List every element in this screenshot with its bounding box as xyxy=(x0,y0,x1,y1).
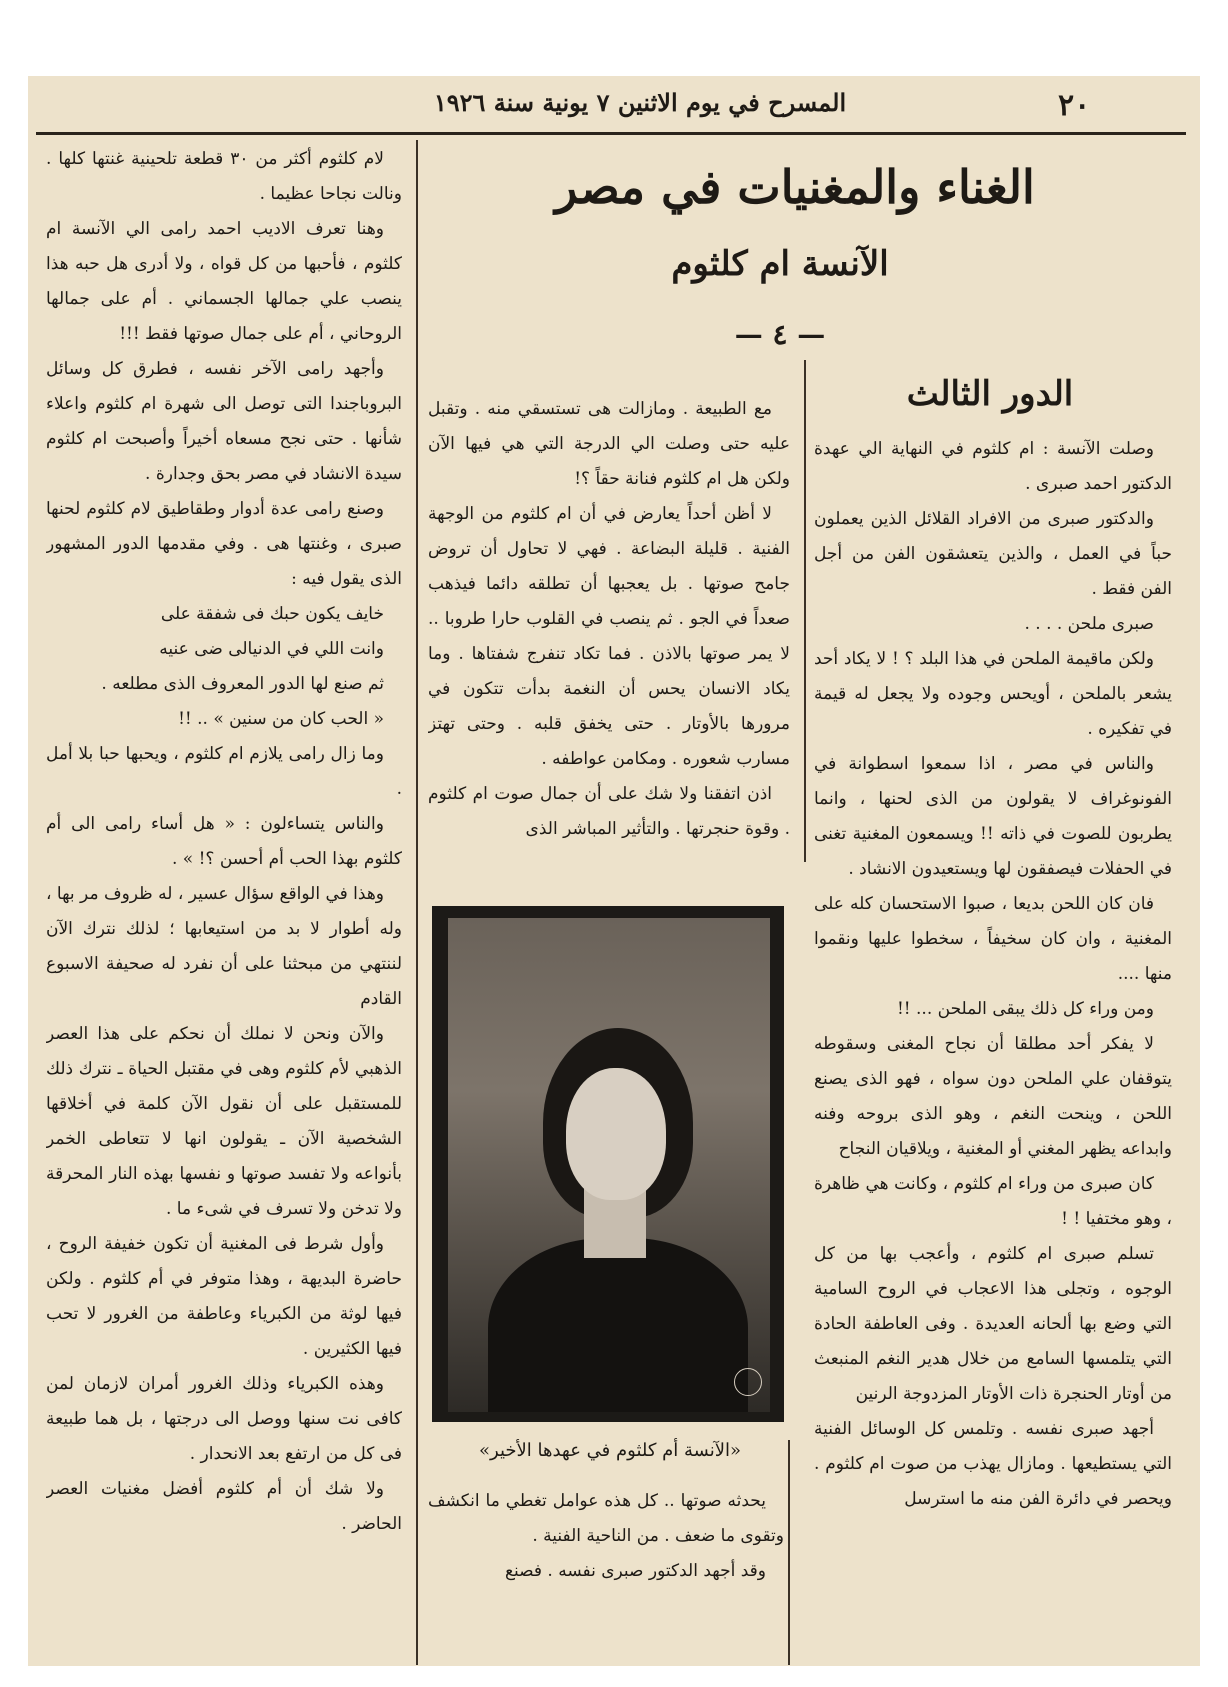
paragraph: صبرى ملحن . . . . xyxy=(1024,614,1154,634)
paragraph: فان كان اللحن بديعا ، صبوا الاستحسان كله على المغنية ، وان كان سخيفاً ، سخطوا عليها ونقموا منها .... xyxy=(814,894,1172,984)
paragraph: لا يفكر أحد مطلقا أن نجاح المغنى وسقوطه يتوقفان علي الملحن دون سواه ، فهو الذى يصنع اللحن ، وينحت النغم ، وهو الذى بروحه وفنه وابداعه يظهر المغني أو المغنية ، ويلاقيان النجاح xyxy=(814,1034,1172,1159)
verse-line: خايف يكون حبك فى شفقة على xyxy=(160,604,384,624)
photo-face xyxy=(566,1068,666,1200)
paragraph: والناس يتساءلون : « هل أساء رامى الى أم كلثوم بهذا الحب أم أحسن ؟! » . xyxy=(46,814,402,869)
paragraph: وما زال رامى يلازم ام كلثوم ، ويحبها حبا بلا أمل . xyxy=(46,744,402,799)
paragraph: وهذه الكبرياء وذلك الغرور أمران لازمان لمن كافى نت سنها ووصل الى درجتها ، بل هما طبيعة فى كل من ارتفع بعد الانحدار . xyxy=(46,1374,402,1464)
page-number: ٢٠ xyxy=(1058,88,1091,123)
column-divider xyxy=(416,140,418,1665)
paragraph: والدكتور صبرى من الافراد القلائل الذين يعملون حباً في العمل ، والذين يتعشقون الفن من أجل الفن فقط . xyxy=(814,509,1172,599)
paragraph: وأجهد رامى الآخر نفسه ، فطرق كل وسائل البروباجندا التى توصل الى شهرة ام كلثوم واعلاء شأنها . حتى نجح مسعاه أخيراً وأصبحت ام كلثوم سيدة الانشاد في مصر بحق وجدارة . xyxy=(46,359,402,484)
paragraph: تسلم صبرى ام كلثوم ، وأعجب بها من كل الوجوه ، وتجلى هذا الاعجاب في الروح السامية التي وضع بها ألحانه العديدة . وفى العاطفة الحادة التي يتلمسها السامع من خلال هدير النغم المنبعث من أوتار الحنجرة ذات الأوتار المزدوجة الرنين xyxy=(814,1244,1172,1404)
paragraph: كان صبرى من وراء ام كلثوم ، وكانت هي ظاهرة ، وهو مختفيا ! ! xyxy=(814,1174,1172,1229)
paragraph: ولكن ماقيمة الملحن في هذا البلد ؟ ! لا يكاد أحد يشعر بالملحن ، أويحس وجوده ولا يجعل له قيمة في تفكيره . xyxy=(814,649,1172,739)
paragraph: لا أظن أحداً يعارض في أن ام كلثوم من الوجهة الفنية . قليلة البضاعة . فهي لا تحاول أن تروض جامح صوتها . بل يعجبها أن تطلقه دائما فيذهب صعداً في الجو . ثم ينصب في القلوب حارا طروبا .. لا يمر صوتها بالاذن . فما تكاد تنفرج شفتاها . وما يكاد الانسان يحس أن النغمة بدأت تتكون في مرورها بالأوتار . حتى يخفق قلبه . وحتى تهتز مسارب شعوره . ومكامن عواطفه . xyxy=(428,504,790,769)
header-divider xyxy=(36,132,1186,135)
left-column xyxy=(46,142,402,1652)
paragraph: ومن وراء كل ذلك يبقى الملحن ... !! xyxy=(896,999,1154,1019)
column-divider xyxy=(788,1440,790,1665)
section-heading: الدور الثالث xyxy=(906,374,1074,414)
paragraph: وقد أجهد الدكتور صبرى نفسه . فصنع xyxy=(504,1561,766,1581)
paragraph: وهنا تعرف الاديب احمد رامى الي الآنسة ام كلثوم ، فأحبها من كل قواه ، ولا أدرى هل حبه هذا ينصب علي جمالها الجسماني . أم على جمالها الروحاني ، أم على جمال صوتها فقط !!! xyxy=(46,219,402,344)
photo-coat xyxy=(488,1238,748,1412)
right-column xyxy=(814,432,1172,1656)
center-column xyxy=(428,392,790,862)
paragraph: والآن ونحن لا نملك أن نحكم على هذا العصر الذهبي لأم كلثوم وهى في مقتبل الحياة ـ نترك ذلك للمستقبل على أن نقول الآن كلمة في أخلاقها الشخصية الآن ـ يقولون انها لا تتعاطى الخمر بأنواعه ولا تفسد صوتها و نفسها بهذه النار المحرقة ولا تدخن ولا تسرف في شىء ما . xyxy=(46,1024,402,1219)
quote-line: « الحب كان من سنين » .. !! xyxy=(178,709,384,729)
center-bottom-column xyxy=(428,1484,784,1656)
paragraph: وأول شرط فى المغنية أن تكون خفيفة الروح ، حاضرة البديهة ، وهذا متوفر في أم كلثوم . ولكن فيها لوثة من الكبرياء وعاطفة من الغرور لا تحب فيها الكثيرين . xyxy=(46,1234,402,1359)
photographer-stamp xyxy=(734,1368,762,1396)
article-subheadline: الآنسة ام كلثوم xyxy=(671,244,889,284)
running-head: المسرح في يوم الاثنين ٧ يونية سنة ١٩٢٦ xyxy=(433,88,847,117)
paragraph: ولا شك أن أم كلثوم أفضل مغنيات العصر الحاضر . xyxy=(46,1479,402,1534)
paragraph: والناس في مصر ، اذا سمعوا اسطوانة في الفونوغراف لا يقولون من الذى لحنها ، وانما يطربون للصوت في ذاته !! ويسمعون المغنية تغنى في الحفلات فيصفقون لها ويستعيدون الانشاد . xyxy=(814,754,1172,879)
column-divider xyxy=(804,360,806,862)
paragraph: أجهد صبرى نفسه . وتلمس كل الوسائل الفنية التي يستطيعها . ومازال يهذب من صوت ام كلثوم . ويحصر في دائرة الفن منه ما استرسل xyxy=(814,1419,1172,1509)
paragraph: يحدثه صوتها .. كل هذه عوامل تغطي ما انكشف وتقوى ما ضعف . من الناحية الفنية . xyxy=(428,1491,784,1546)
portrait-photo xyxy=(448,918,770,1412)
verse-line: وانت اللي في الدنيالى ضى عنيه xyxy=(159,639,384,659)
paragraph: وصلت الآنسة : ام كلثوم في النهاية الي عهدة الدكتور احمد صبرى . xyxy=(814,439,1172,494)
paragraph: مع الطبيعة . ومازالت هى تستسقي منه . وتقبل عليه حتى وصلت الي الدرجة التي هي فيها الآن ولكن هل ام كلثوم فنانة حقاً ؟! xyxy=(428,399,790,489)
paragraph: ثم صنع لها الدور المعروف الذى مطلعه . xyxy=(101,674,384,694)
part-number: — ٤ — xyxy=(734,318,826,351)
paragraph: وهذا في الواقع سؤال عسير ، له ظروف مر بها ، وله أطوار لا بد من استيعابها ؛ لذلك نترك الآن لننتهي من مبحثنا على أن نفرد له صحيفة الاسبوع القادم xyxy=(46,884,402,1009)
photo-caption: «الآنسة أم كلثوم في عهدها الأخير» xyxy=(479,1440,741,1461)
paragraph: وصنع رامى عدة أدوار وطقاطيق لام كلثوم لحنها صبرى ، وغنتها هى . وفي مقدمها الدور المشهور الذى يقول فيه : xyxy=(46,499,402,589)
article-headline: الغناء والمغنيات في مصر xyxy=(555,160,1035,214)
paragraph: لام كلثوم أكثر من ٣٠ قطعة تلحينية غنتها كلها . ونالت نجاحا عظيما . xyxy=(46,149,402,204)
paragraph: اذن اتفقنا ولا شك على أن جمال صوت ام كلثوم . وقوة حنجرتها . والتأثير المباشر الذى xyxy=(428,784,790,839)
